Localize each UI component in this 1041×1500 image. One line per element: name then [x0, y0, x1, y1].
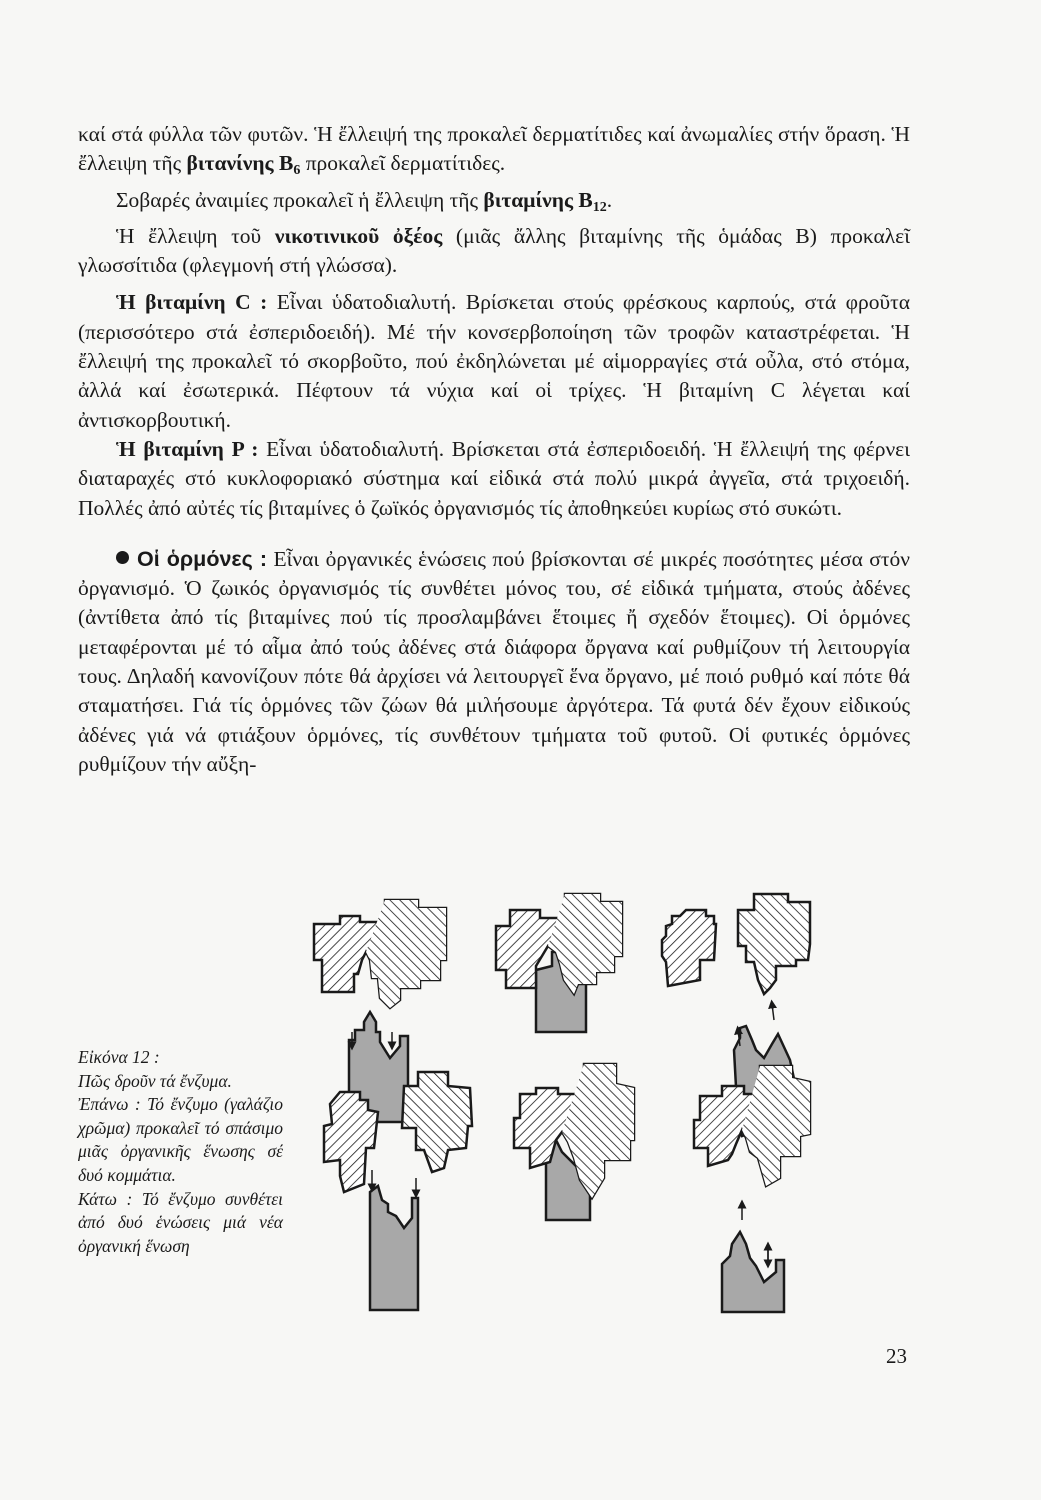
enzyme-figure [300, 880, 920, 1320]
paragraph-vitamin-b-deficiency: καί στά φύλλα τῶν φυτῶν. Ἡ ἔλλειψή της προκαλεῖ δερματίτιδες καί ἀνωμαλίες στήν ὅραση. Ἡ ἔλλειψη τῆς βιτανίνης $B_6$ προκαλεῖ δερματίτιδες. [78, 122, 910, 179]
enzyme-substrate-complex [496, 894, 622, 1032]
enzyme-substrate-complex [514, 1064, 634, 1220]
paragraph-vitamin-b12: Σοβαρές ἀναιμίες προκαλεῖ ἡ ἔλλειψη τῆς βιταμίνης $B_{12}$. [116, 187, 613, 215]
page-number: 23 [886, 1344, 907, 1368]
bullet-icon [116, 551, 129, 564]
paragraph-hormones: Οἱ ὁρμόνες : Εἶναι ὀργανικές ἑνώσεις πού βρίσκονται σέ μικρές ποσότητες μέσα στόν ὀργανισμό. Ὁ ζωικός ὀργανισμός τίς συνθέτει μόνος του, σέ εἰδικά τμήματα, στούς ἀδένες (ἀντίθετα ἀπό τίς βιταμίνες πού τίς προσλαμβάνει ἕτοιμες ἤ σχεδόν ἕτοιμες). Οἱ ὁρμόνες μεταφέρονται μέ τό αἷμα ἀπό τούς ἀδένες στά διάφορα ὄργανα καί ρυθμίζουν τή λειτουργία τους. Δηλαδή κανονίζουν πότε θά ἀρχίσει νά λειτουργεῖ ἕνα ὄργανο, μέ ποιό ρυθμό καί πότε θά σταματήσει. Γιά τίς ὁρμόνες τῶν ζώων θά μιλήσουμε ἀργότερα. Τά φυτά δέν ἔχουν εἰδικούς ἀδένες γιά νά φτιάξουν ὁρμόνες, τίς συνθέτουν τμήματα τοῦ φυτοῦ. Οἱ φυτικές ὁρμόνες ρυθμίζουν τήν αὔξη- [78, 546, 910, 776]
figure-caption [78, 1046, 283, 1258]
heading-hormones: Οἱ ὁρμόνες : [137, 546, 267, 571]
caption-bottom-description: Κάτω : Τό ἔνζυμο συνθέτει ἀπό δυό ἑνώσεις μιά νέα ὀργανική ἕνωση [78, 1188, 283, 1256]
paragraph-nicotinic-acid: Ἡ ἔλλειψη τοῦ νικοτινικοῦ ὀξέος (μιᾶς ἄλλης βιταμίνης τῆς ὁμάδας B) προκαλεῖ γλωσσίτιδα (φλεγμονή στή γλώσσα). [78, 223, 910, 278]
enzyme-shape [314, 900, 446, 1008]
paragraph-vitamin-c: Ἡ βιταμίνη C : Εἶναι ὑδατοδιαλυτή. Βρίσκεται στούς φρέσκους καρπούς, στά φροῦτα (περισσότερο στά ἐσπεριδοειδή). Μέ τήν κονσερβοποίηση τῶν τροφῶν καταστρέφεται. Ἡ ἔλλειψή της προκαλεῖ τό σκορβοῦτο, πού ἐκδηλώνεται μέ αἱμορραγίες στά οὖλα, στό στόμα, ἀλλά καί ἐσωτερικά. Πέφτουν τά νύχια καί οἱ τρίχες. Ἡ βιταμίνη C λέγεται καί ἀντισκορβουτική. [78, 290, 911, 432]
term-nicotinic-acid: νικοτινικοῦ ὀξέος [274, 223, 443, 248]
heading-vitamin-p: Ἡ βιταμίνη P : [116, 436, 259, 461]
caption-title: Εἰκόνα 12 : [78, 1047, 160, 1067]
caption-top-description: Ἐπάνω : Τό ἔνζυμο (γαλάζιο χρῶμα) προκαλεῖ τό σπάσιμο μιᾶς ὀργανικῆς ἕνωσης σέ δυό κομμάτια. [78, 1094, 283, 1185]
caption-subtitle: Πῶς δροῦν τά ἔνζυμα. [78, 1070, 232, 1091]
term-vitamin-b12: βιταμίνης $B_{12}$ [483, 187, 607, 215]
substrate-molecule [722, 1204, 784, 1312]
substrate-molecule [370, 1170, 418, 1310]
heading-vitamin-c: Ἡ βιταμίνη C : [116, 290, 268, 315]
enzyme-fragment [662, 894, 810, 994]
body-text [78, 120, 910, 779]
paragraph-vitamin-p: Ἡ βιταμίνη P : Εἶναι ὑδατοδιαλυτή. Βρίσκεται στά ἐσπεριδοειδή. Ἡ ἔλλειψή της φέρνει διαταραχές στό κυκλοφοριακό σύστημα καί εἰδικά στά πολύ μικρά ἀγγεῖα, στά τριχοειδή. Πολλές ἀπό αὐτές τίς βιταμίνες ὁ ζωϊκός ὀργανισμός τίς ἀποθηκεύει κυρίως στό συκώτι. [78, 436, 910, 520]
term-vitamin-b6: βιτανίνης $B_6$ [186, 151, 301, 179]
